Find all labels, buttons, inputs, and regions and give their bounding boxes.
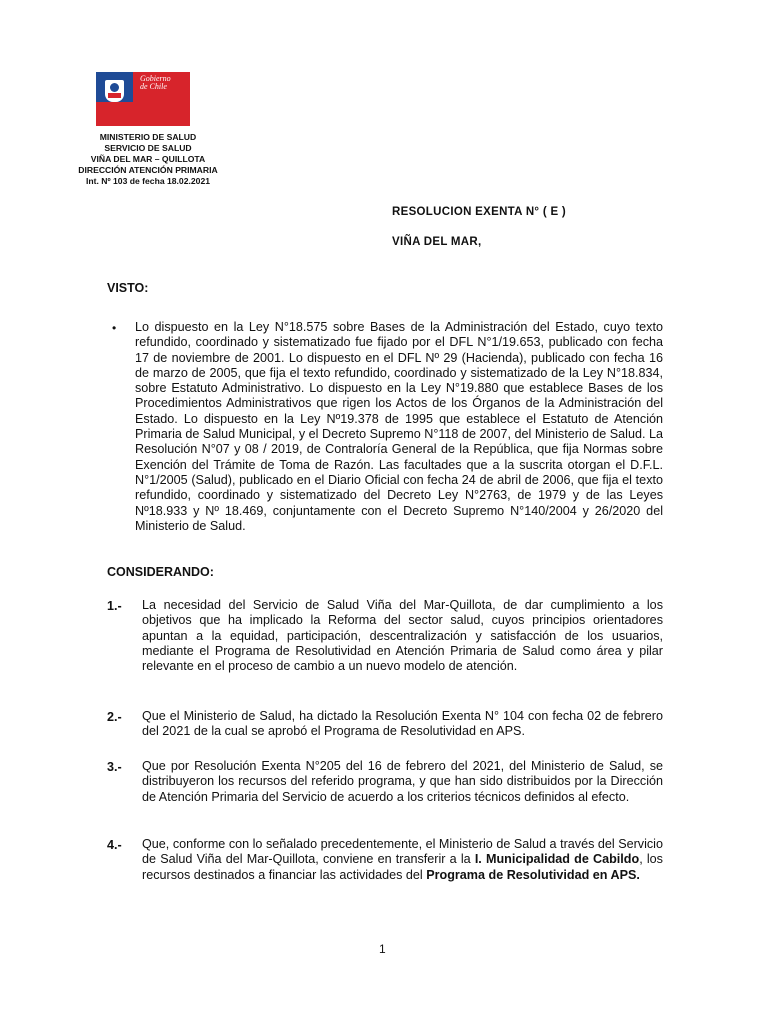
gobierno-de-chile-logo (96, 72, 190, 126)
institution-header (60, 132, 236, 187)
header-line2: SERVICIO DE SALUD (104, 143, 192, 153)
considerando-item-3: Que por Resolución Exenta N°205 del 16 de febrero del 2021, del Ministerio de Salud, se distribuyeron los recursos del referido programa, y que han sido distribuidos por la Dirección de Atención Primaria del Servicio de acuerdo a los criterios técnicos definidos al efecto. (142, 759, 663, 804)
logo-text (140, 75, 171, 91)
item-4-text-a: Que, conforme con lo señalado precedentemente, el Ministerio de Salud a través del Servicio de Salud Viña del Mar-Quillota, conviene en transferir a la (142, 837, 663, 867)
visto-paragraph: Lo dispuesto en la Ley N°18.575 sobre Bases de la Administración del Estado, cuyo texto refundido, coordinado y sistematizado fue fijado por el DFL N°1/19.653, publicado con fecha 17 de noviembre de 2001. Lo dispuesto en el DFL Nº 29 (Hacienda), publicado con fecha 16 de marzo de 2005, que fija el texto refundido, coordinado y sistematizado de la Ley N°18.834, sobre Estatuto Administrativo. Lo dispuesto en la Ley N°19.880 que establece Bases de los Procedimientos Administrativos que rigen los Actos de los Órganos de la Administración del Estado. Lo dispuesto en la Ley Nº19.378 de 1995 que establece el Estatuto de Atención Primaria de Salud Municipal, y el Decreto Supremo N°118 de 2007, del Ministerio de Salud. La Resolución N°07 y 08 / 2019, de Contraloría General de la República, que fija Normas sobre Exención del Trámite de Toma de Razón. Las facultades que a la suscrita otorgan el D.F.L. N°1/2005 (Salud), publicado en el Diario Oficial con fecha 24 de abril de 2006, que fija el texto refundido, coordinado y sistematizado del Decreto Ley N°2763, de 1979 y de las Leyes Nº18.933 y Nº 18.469, conjuntamente con el Decreto Supremo N°140/2004 y 26/2020 del Ministerio de Salud. (135, 320, 663, 533)
item-4-program: Programa de Resolutividad en APS. (426, 867, 640, 882)
item-number-2: 2.- (107, 710, 122, 724)
header-line1: MINISTERIO DE SALUD (99, 132, 197, 142)
item-number-1: 1.- (107, 599, 122, 613)
coat-of-arms-icon (96, 72, 133, 126)
bullet-icon: • (112, 321, 117, 335)
item-4-municipality: I. Municipalidad de Cabildo (474, 852, 640, 867)
logo-line1: Gobierno (140, 74, 171, 83)
item-number-4: 4.- (107, 838, 122, 852)
item-4-text-b: , los recursos destinados a financiar las actividades del (142, 852, 663, 882)
considerando-heading: CONSIDERANDO: (107, 565, 214, 579)
considerando-item-2: Que el Ministerio de Salud, ha dictado la Resolución Exenta N° 104 con fecha 02 de febrero del 2021 de la cual se aprobó el Programa de Resolutividad en APS. (142, 709, 663, 739)
header-line5: Int. Nº 103 de fecha 18.02.2021 (86, 176, 210, 186)
considerando-item-4 (142, 837, 663, 883)
item-number-3: 3.- (107, 760, 122, 774)
logo-line2: de Chile (140, 82, 167, 91)
header-line4: DIRECCIÓN ATENCIÓN PRIMARIA (78, 165, 218, 175)
resolution-city: VIÑA DEL MAR, (392, 236, 482, 248)
considerando-item-1: La necesidad del Servicio de Salud Viña del Mar-Quillota, de dar cumplimiento a los objetivos que ha implicado la Reforma del sector salud, cuyos principios orientadores apuntan a la equidad, participación, descentralización y satisfacción de los usuarios, mediante el Programa de Resolutividad en Atención Primaria de Salud como área y pilar relevante en el proceso de cambio a un nuevo modelo de atención. (142, 598, 663, 674)
header-line3: VIÑA DEL MAR – QUILLOTA (90, 154, 206, 164)
resolution-title: RESOLUCION EXENTA N° ( E ) (392, 206, 567, 218)
visto-heading: VISTO: (107, 281, 149, 295)
page-number: 1 (379, 942, 386, 956)
